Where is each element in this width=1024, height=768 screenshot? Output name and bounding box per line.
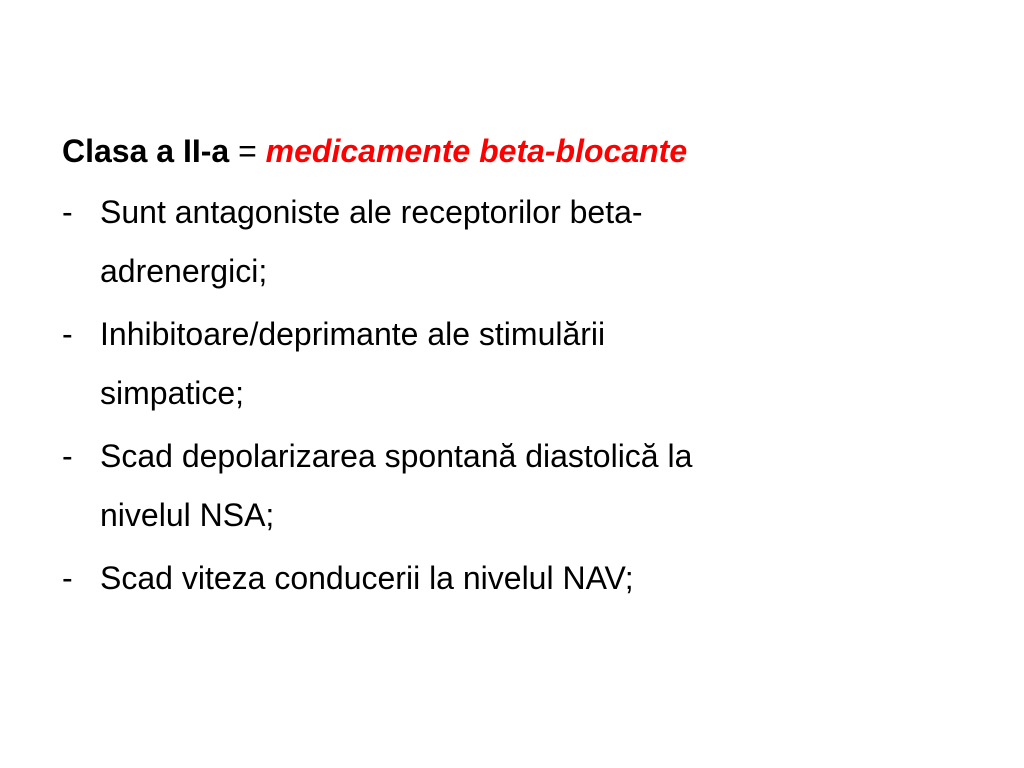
slide-content: [62, 122, 942, 612]
heading-drug-class: medicamente beta-blocante: [265, 133, 688, 169]
bullet-text-line: nivelul NSA;: [100, 497, 275, 533]
heading-class-label: Clasa a II-a: [62, 133, 230, 169]
bullet-text-line: Inhibitoare/deprimante ale stimulării: [100, 316, 606, 352]
bullet-marker: -: [62, 438, 73, 474]
bullet-list: [62, 183, 942, 608]
heading-equals-sign: =: [238, 133, 257, 169]
bullet-item: [62, 183, 942, 301]
slide-heading: [62, 122, 942, 181]
bullet-text-line: Scad depolarizarea spontană diastolică la: [100, 438, 693, 474]
bullet-marker: -: [62, 194, 73, 230]
bullet-text-line: Sunt antagoniste ale receptorilor beta-: [100, 194, 643, 230]
bullet-marker: -: [62, 560, 73, 596]
bullet-text-line: adrenergici;: [100, 253, 268, 289]
bullet-text-line: simpatice;: [100, 375, 245, 411]
bullet-item: [62, 305, 942, 423]
bullet-item: [62, 549, 942, 608]
bullet-text-line: Scad viteza conducerii la nivelul NAV;: [100, 560, 634, 596]
bullet-marker: -: [62, 316, 73, 352]
bullet-item: [62, 427, 942, 545]
